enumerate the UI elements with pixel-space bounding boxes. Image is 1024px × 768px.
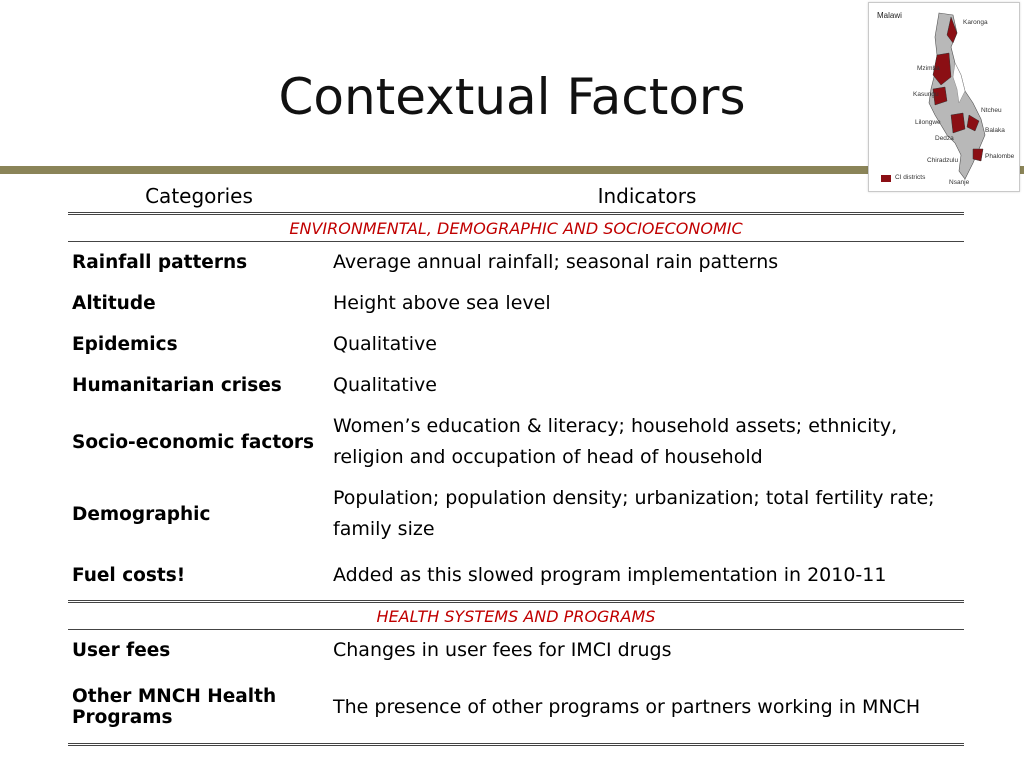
category-cell: Altitude (72, 293, 156, 314)
contextual-factors-table (68, 180, 964, 746)
indicator-cell: Population; population density; urbanization; total fertility rate; family size (333, 487, 935, 540)
section-row (68, 214, 964, 242)
table-row (68, 478, 964, 550)
indicator-cell: The presence of other programs or partners working in MNCH (330, 671, 964, 745)
map-country-label: Malawi (877, 11, 902, 20)
table-row (68, 365, 964, 406)
indicator-cell: Qualitative (333, 333, 437, 355)
section-row (68, 602, 964, 630)
indicator-cell: Women’s education & literacy; household assets; ethnicity, religion and occupation of head of household (333, 415, 898, 468)
map-label-karonga: Karonga (963, 19, 988, 26)
table-header-row (68, 180, 964, 214)
map-district-phalombe (973, 149, 983, 161)
category-cell: Fuel costs! (72, 564, 186, 586)
category-cell: Epidemics (72, 334, 178, 355)
section-label: HEALTH SYSTEMS AND PROGRAMS (68, 602, 964, 630)
indicator-cell: Changes in user fees for IMCI drugs (333, 639, 672, 661)
header-indicators: Indicators (330, 180, 964, 214)
map-label-kasungu: Kasungu (913, 91, 939, 98)
map-label-dedza: Dedza (935, 135, 954, 142)
map-label-lilongwe: Lilongwe (915, 119, 941, 126)
category-cell: Demographic (72, 503, 211, 525)
table-row (68, 324, 964, 365)
map-label-chiradzulu: Chiradzulu (927, 157, 959, 164)
map-label-phalombe: Phalombe (985, 153, 1015, 160)
section-label: ENVIRONMENTAL, DEMOGRAPHIC AND SOCIOECONOMIC (68, 214, 964, 242)
category-cell: Rainfall patterns (72, 252, 248, 273)
map-legend-label: CI districts (895, 174, 926, 181)
table-row (68, 630, 964, 672)
table-row (68, 550, 964, 602)
indicator-cell: Qualitative (333, 374, 437, 396)
table-row (68, 283, 964, 324)
header-categories: Categories (68, 180, 330, 214)
indicator-cell: Added as this slowed program implementation in 2010-11 (333, 563, 887, 586)
map-label-balaka: Balaka (985, 127, 1005, 134)
category-cell: Other MNCH Health Programs (68, 671, 330, 745)
map-label-nsanje: Nsanje (949, 179, 970, 186)
malawi-map (868, 2, 1020, 192)
category-cell: Socio-economic factors (72, 431, 315, 453)
indicator-cell: Average annual rainfall; seasonal rain patterns (333, 251, 779, 273)
category-cell: User fees (72, 640, 171, 661)
map-label-mzimba: Mzimba (917, 65, 940, 72)
table-row (68, 406, 964, 478)
table-row (68, 671, 964, 745)
indicator-cell: Height above sea level (333, 292, 551, 314)
map-label-ntcheu: Ntcheu (981, 107, 1002, 114)
table-row (68, 242, 964, 284)
slide-title: Contextual Factors (278, 68, 746, 126)
category-cell: Humanitarian crises (72, 375, 282, 396)
